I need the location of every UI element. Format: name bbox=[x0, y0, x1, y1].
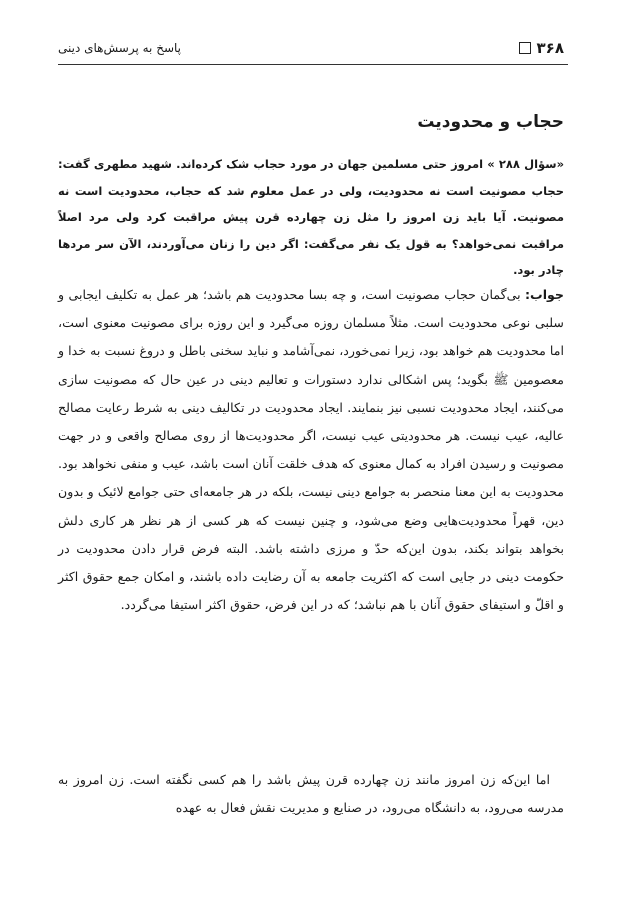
page-number-group bbox=[519, 39, 564, 57]
answer-paragraph bbox=[58, 281, 564, 619]
answer-label: جواب: bbox=[525, 287, 564, 302]
page-number: ۳۶۸ bbox=[536, 39, 564, 57]
answer-text: بی‌گمان حجاب مصونیت است، و چه بسا محدودیت هم باشد؛ هر عمل به تکلیف ایجابی و سلبی نوعی محدودیت است. مثلاً مسلمان روزه می‌گیرد و این روزه برای مصونیت معنوی است، اما محدودیت هم خواهد بود، زیرا نمی‌خورد، نمی‌آشامد و نباید سخنی باطل و دروغ نسبت به خدا و معصومین ﷺ بگوید؛ پس اشکالی ندارد دستورات و تعالیم دینی در عین حال که مصونیت سازی می‌کنند، ایجاد محدودیت نسبی نیز بنمایند. ایجاد محدودیت در تکالیف دینی به شرط رعایت مصالح عالیه، عیب نیست. هر محدودیتی عیب نیست، اگر محدودیت‌ها از روی مصالح واقعی و در جهت مصونیت و رسیدن افراد به کمال معنوی که هدف خلقت آنان است باشد، عیب و منفی نخواهد بود. محدودیت به این معنا منحصر به جوامع دینی نیست، بلکه در هر جامعه‌ای حتی جوامع لائیک و بدون دین، قهراً محدودیت‌هایی وضع می‌شود، و چنین نیست که هر کسی از هر نظر هر کاری دلش بخواهد بتواند بکند، بدون این‌که حدّ و مرزی داشته باشد. البته فرض قرار دادن محدودیت در حکومت دینی در جایی است که اکثریت جامعه به آن رضایت داده باشند، و امکان جمع حقوق اکثر و اقلّ و استیفای حقوق آنان با هم نباشد؛ که در این فرض، حقوق اکثر استیفا می‌گردد. bbox=[58, 287, 564, 613]
page-header bbox=[58, 34, 564, 62]
header-divider bbox=[58, 64, 568, 65]
square-bullet-icon bbox=[519, 42, 531, 54]
section-title: حجاب و محدودیت bbox=[417, 112, 564, 132]
question-paragraph: «سؤال ۲۸۸ » امروز حتی مسلمین جهان در مورد حجاب شک کرده‌اند. شهید مطهری گفت: حجاب مصونیت است نه محدودیت، ولی در عمل معلوم شد که حجاب، محدودیت است نه مصونیت. آیا باید زن امروز را مثل زن چهارده قرن پیش مراقبت کرد ولی مرد اصلاً مراقبت نمی‌خواهد؟ به قول یک نفر می‌گفت: اگر دین را زنان می‌آوردند، الآن سر مردها چادر بود. bbox=[58, 157, 564, 277]
body-paragraph: اما این‌که زن امروز مانند زن چهارده قرن پیش باشد را هم کسی نگفته است. زن امروز به مدرسه می‌رود، به دانشگاه می‌رود، در صنایع و مدیریت نقش فعال به عهده bbox=[58, 772, 564, 816]
running-header-title: پاسخ به پرسش‌های دینی bbox=[58, 41, 182, 55]
